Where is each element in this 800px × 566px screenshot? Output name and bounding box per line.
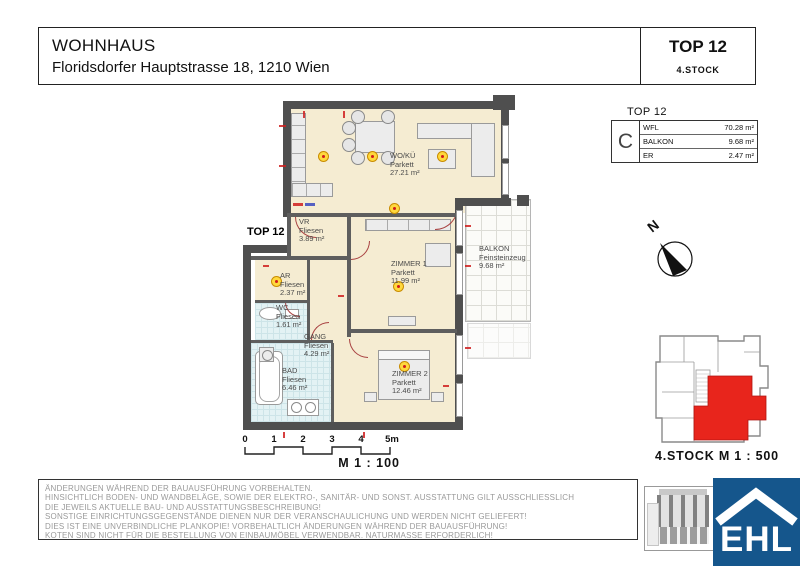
wall xyxy=(455,198,511,206)
photo-groundfloor xyxy=(657,527,709,544)
room-label-vorraum: VR Fliesen 3.89 m² xyxy=(299,217,325,244)
pillow xyxy=(378,350,430,360)
dimension-annotation xyxy=(465,225,471,227)
wall xyxy=(331,343,334,422)
title-block-unit xyxy=(640,28,755,84)
wall xyxy=(287,213,291,260)
washing-machine-drum xyxy=(262,350,273,361)
info-table-title: TOP 12 xyxy=(627,106,667,118)
dining-table xyxy=(355,121,395,153)
scale-tick: 0 xyxy=(242,434,248,445)
disclaimer-line: HINSICHTLICH BODEN- UND WANDBELÄGE, SOWIE DER ELEKTRO-, SANITÄR- UND SONST. AUSSTATTUNG GILT AUSSCHLIESSLICH xyxy=(45,493,575,503)
dimension-annotation xyxy=(465,347,471,349)
photo-facade xyxy=(657,495,709,527)
wall xyxy=(291,213,459,217)
disclaimer-box xyxy=(38,479,638,540)
window xyxy=(502,125,509,159)
area-value: 9.68 m² xyxy=(728,137,754,146)
light-symbol-icon xyxy=(437,151,448,162)
nightstand xyxy=(431,392,444,402)
scale-tick: 4 xyxy=(358,434,364,445)
dimension-annotation xyxy=(338,295,344,297)
chair xyxy=(342,138,356,152)
area-value: 70.28 m² xyxy=(724,123,754,132)
project-address: Floridsdorfer Hauptstrasse 18, 1210 Wien xyxy=(52,59,330,76)
title-block xyxy=(38,27,756,85)
window xyxy=(502,163,509,195)
wall xyxy=(347,329,457,333)
light-symbol-icon xyxy=(318,151,329,162)
room-label-gang: GANG Fliesen 4.29 m² xyxy=(304,332,330,359)
scale-bar xyxy=(242,434,408,468)
north-label: N xyxy=(644,216,662,236)
sink-basin xyxy=(305,402,316,413)
dimension-annotation xyxy=(465,265,471,267)
window xyxy=(456,383,463,417)
disclaimer-line: KOTEN SIND NICHT FÜR DIE BESTELLUNG VON EINBAUMÖBEL VERWENDBAR. NATURMASSE ERFORDERLICH! xyxy=(45,531,494,541)
chair xyxy=(351,151,365,165)
light-symbol-icon xyxy=(367,151,378,162)
dimension-annotation xyxy=(305,203,315,206)
dimension-annotation xyxy=(443,385,449,387)
key-plan-caption: 4.STOCK M 1 : 500 xyxy=(655,449,779,463)
photo-annex xyxy=(647,503,659,546)
room-label-balkon: BALKON Feinsteinzeug 9.68 m² xyxy=(479,244,526,271)
area-value: 2.47 m² xyxy=(728,151,754,160)
wall xyxy=(307,256,310,340)
dimension-annotation xyxy=(303,111,305,118)
window xyxy=(456,335,463,375)
table-row xyxy=(640,149,757,162)
scale-tick: 3 xyxy=(329,434,335,445)
disclaimer-line: ÄNDERUNGEN WÄHREND DER BAUAUSFÜHRUNG VORBEHALTEN. xyxy=(45,484,313,493)
wall xyxy=(517,195,529,206)
scale-ratio: M 1 : 100 xyxy=(338,456,400,470)
dimension-annotation xyxy=(279,165,286,167)
light-symbol-icon xyxy=(389,203,400,214)
wall xyxy=(243,422,463,430)
wall xyxy=(251,256,347,260)
nightstand xyxy=(364,392,377,402)
disclaimer-line: SONSTIGE EINRICHTUNGSGEGENSTÄNDE DIENEN NUR DER VERANSCHAULICHUNG UND WERDEN NICHT GELIEFERT! xyxy=(45,512,527,522)
area-label: WFL xyxy=(643,123,659,132)
north-arrow xyxy=(636,218,712,290)
compass-icon xyxy=(636,218,712,290)
floor-plan xyxy=(243,95,533,439)
wall xyxy=(283,101,291,217)
room-label-bad: BAD Fliesen 6.46 m² xyxy=(282,366,308,393)
title-block-address xyxy=(39,28,640,84)
bed-zimmer1 xyxy=(425,243,451,267)
chair xyxy=(381,110,395,124)
ehl-logo xyxy=(713,478,800,566)
project-title: WOHNHAUS xyxy=(52,36,156,55)
key-plan xyxy=(648,332,788,446)
plan-unit-label: TOP 12 xyxy=(247,226,285,238)
desk xyxy=(388,316,416,326)
dimension-annotation xyxy=(263,265,269,267)
window xyxy=(456,253,463,295)
disclaimer-line: DIES IST EINE UNVERBINDLICHE PLANKOPIE! VORBEHALTLICH ÄNDERUNGEN WÄHREND DER BAUAUSFÜHRUNG! xyxy=(45,521,508,531)
neighbor-balcony-area xyxy=(467,323,531,359)
area-label: ER xyxy=(643,151,654,160)
dimension-annotation xyxy=(293,203,303,206)
wall xyxy=(243,245,291,253)
floor-number: 4.STOCK xyxy=(676,65,720,75)
scale-tick: 5m xyxy=(385,434,399,445)
kitchen-counter xyxy=(291,183,333,197)
window xyxy=(456,210,463,246)
wall xyxy=(243,245,251,430)
room-label-wc: WC Fliesen 1.61 m² xyxy=(276,303,302,330)
room-label-zimmer1: ZIMMER 1 Parkett 11.99 m² xyxy=(391,259,427,286)
area-info-table xyxy=(611,120,758,163)
unit-number: TOP 12 xyxy=(669,37,727,56)
scale-tick: 1 xyxy=(271,434,277,445)
sink-basin xyxy=(291,402,302,413)
area-label: BALKON xyxy=(643,137,674,146)
sofa xyxy=(471,123,495,177)
wall xyxy=(283,101,509,109)
scale-tick: 2 xyxy=(300,434,306,445)
room-label-zimmer2: ZIMMER 2 Parkett 12.46 m² xyxy=(392,369,428,396)
dimension-annotation xyxy=(279,125,286,127)
room-label-abstellraum: AR Fliesen 2.37 m² xyxy=(280,271,306,298)
bathtub-inner xyxy=(259,356,280,402)
ehl-logo-text: EHL xyxy=(720,520,793,559)
area-rows xyxy=(640,121,757,162)
table-row xyxy=(640,135,757,149)
chair xyxy=(342,121,356,135)
disclaimer-line: DIE JEWEILS AKTUELLE BAU- UND AUSSTATTUNGSBESCHREIBUNG! xyxy=(45,502,322,512)
room-label-wohnkueche: WO/KÜ Parkett 27.21 m² xyxy=(390,151,420,178)
table-row xyxy=(640,121,757,135)
wall xyxy=(347,213,351,337)
key-plan-graphic xyxy=(648,332,788,446)
dimension-annotation xyxy=(343,111,345,118)
unit-type-letter: C xyxy=(612,121,640,162)
